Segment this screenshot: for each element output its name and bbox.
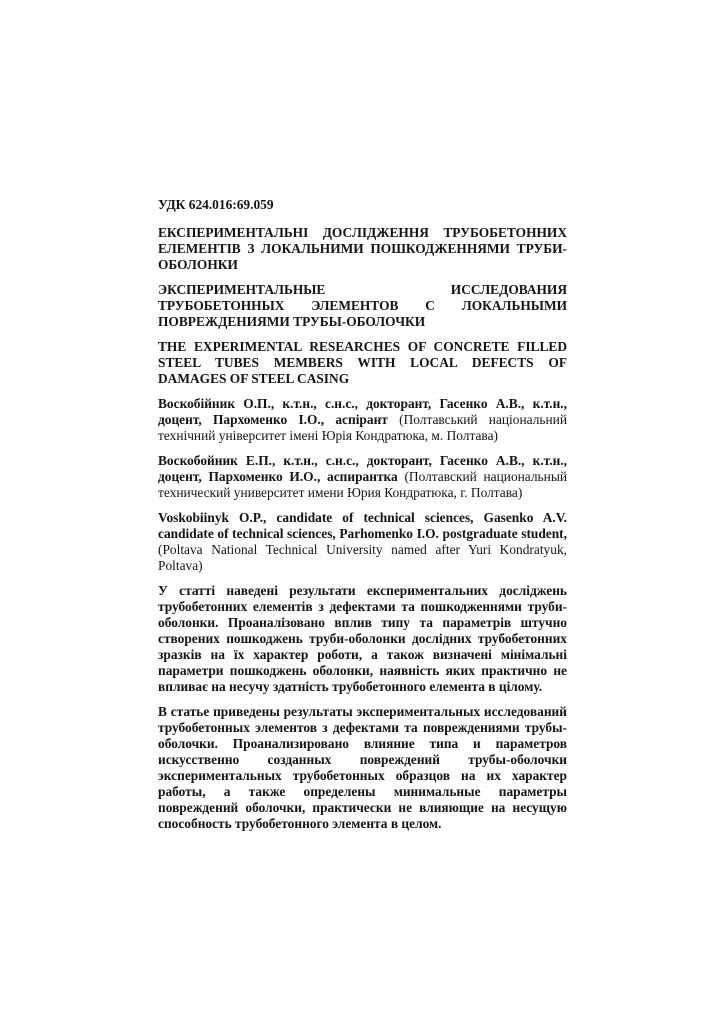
title-english: THE EXPERIMENTAL RESEARCHES OF CONCRETE FILLED STEEL TUBES MEMBERS WITH LOCAL DEFECTS OF DAMAGES OF STEEL CASING — [158, 339, 567, 386]
authors-block-english — [158, 510, 567, 574]
authors-affiliation-russian: (Полтавский национальный технический университет имени Юрия Кондратюка, г. Полтава) — [158, 469, 567, 500]
authors-affiliation-english: (Poltava National Technical University named after Yuri Kondratyuk, Poltava) — [158, 542, 567, 573]
authors-names-russian: Воскобойник Е.П., к.т.н., с.н.с., докторант, Гасенко А.В., к.т.н., доцент, Пархоменко И.О., аспирантка — [158, 453, 567, 484]
authors-block-russian — [158, 453, 567, 501]
authors-affiliation-ukrainian: (Полтавський національний технічний університет імені Юрія Кондратюка, м. Полтава) — [158, 412, 567, 443]
title-ukrainian: ЕКСПЕРИМЕНТАЛЬНІ ДОСЛІДЖЕННЯ ТРУБОБЕТОННИХ ЕЛЕМЕНТІВ З ЛОКАЛЬНИМИ ПОШКОДЖЕННЯМИ ТРУБИ-ОБОЛОНКИ — [158, 225, 567, 272]
udc-code: УДК 624.016:69.059 — [158, 197, 274, 212]
title-russian: ЭКСПЕРИМЕНТАЛЬНЫЕ ИССЛЕДОВАНИЯ ТРУБОБЕТОННЫХ ЭЛЕМЕНТОВ С ЛОКАЛЬНЫМИ ПОВРЕЖДЕНИЯМИ ТРУБЫ-ОБОЛОЧКИ — [158, 282, 567, 329]
authors-names-english: Voskobiinyk O.P., candidate of technical sciences, Gasenko A.V. candidate of technical sciences, Parhomenko I.O. postgraduate student, — [158, 510, 567, 541]
authors-names-ukrainian: Воскобійник О.П., к.т.н., с.н.с., докторант, Гасенко А.В., к.т.н., доцент, Пархоменко І.О., аспірант — [158, 396, 567, 427]
abstract-russian: В статье приведены результаты экспериментальных исследований трубобетонных элементов з дефектами та повреждениями трубы-оболочки. Проанализировано влияние типа и параметров искусственно созданных повреждений трубы-оболочки экспериментальных трубобетонных образцов на их характер работы, а также определены минимальные параметры повреждений оболочки, практически не влияющие на несущую способность трубобетонного элемента в целом. — [158, 704, 567, 831]
authors-block-ukrainian — [158, 396, 567, 444]
article-content — [158, 197, 567, 841]
abstract-ukrainian: У статті наведені результати експериментальних досліджень трубобетонних елементів з дефектами та пошкодженнями труби-оболонки. Проаналізовано вплив типу та параметрів штучно створених пошкоджень труби-оболонки дослідних трубобетонних зразків на їх характер роботи, а також визначені мінімальні параметри пошкоджень оболонки, наявність яких практично не впливає на несучу здатність трубобетонного елемента в цілому. — [158, 583, 567, 694]
